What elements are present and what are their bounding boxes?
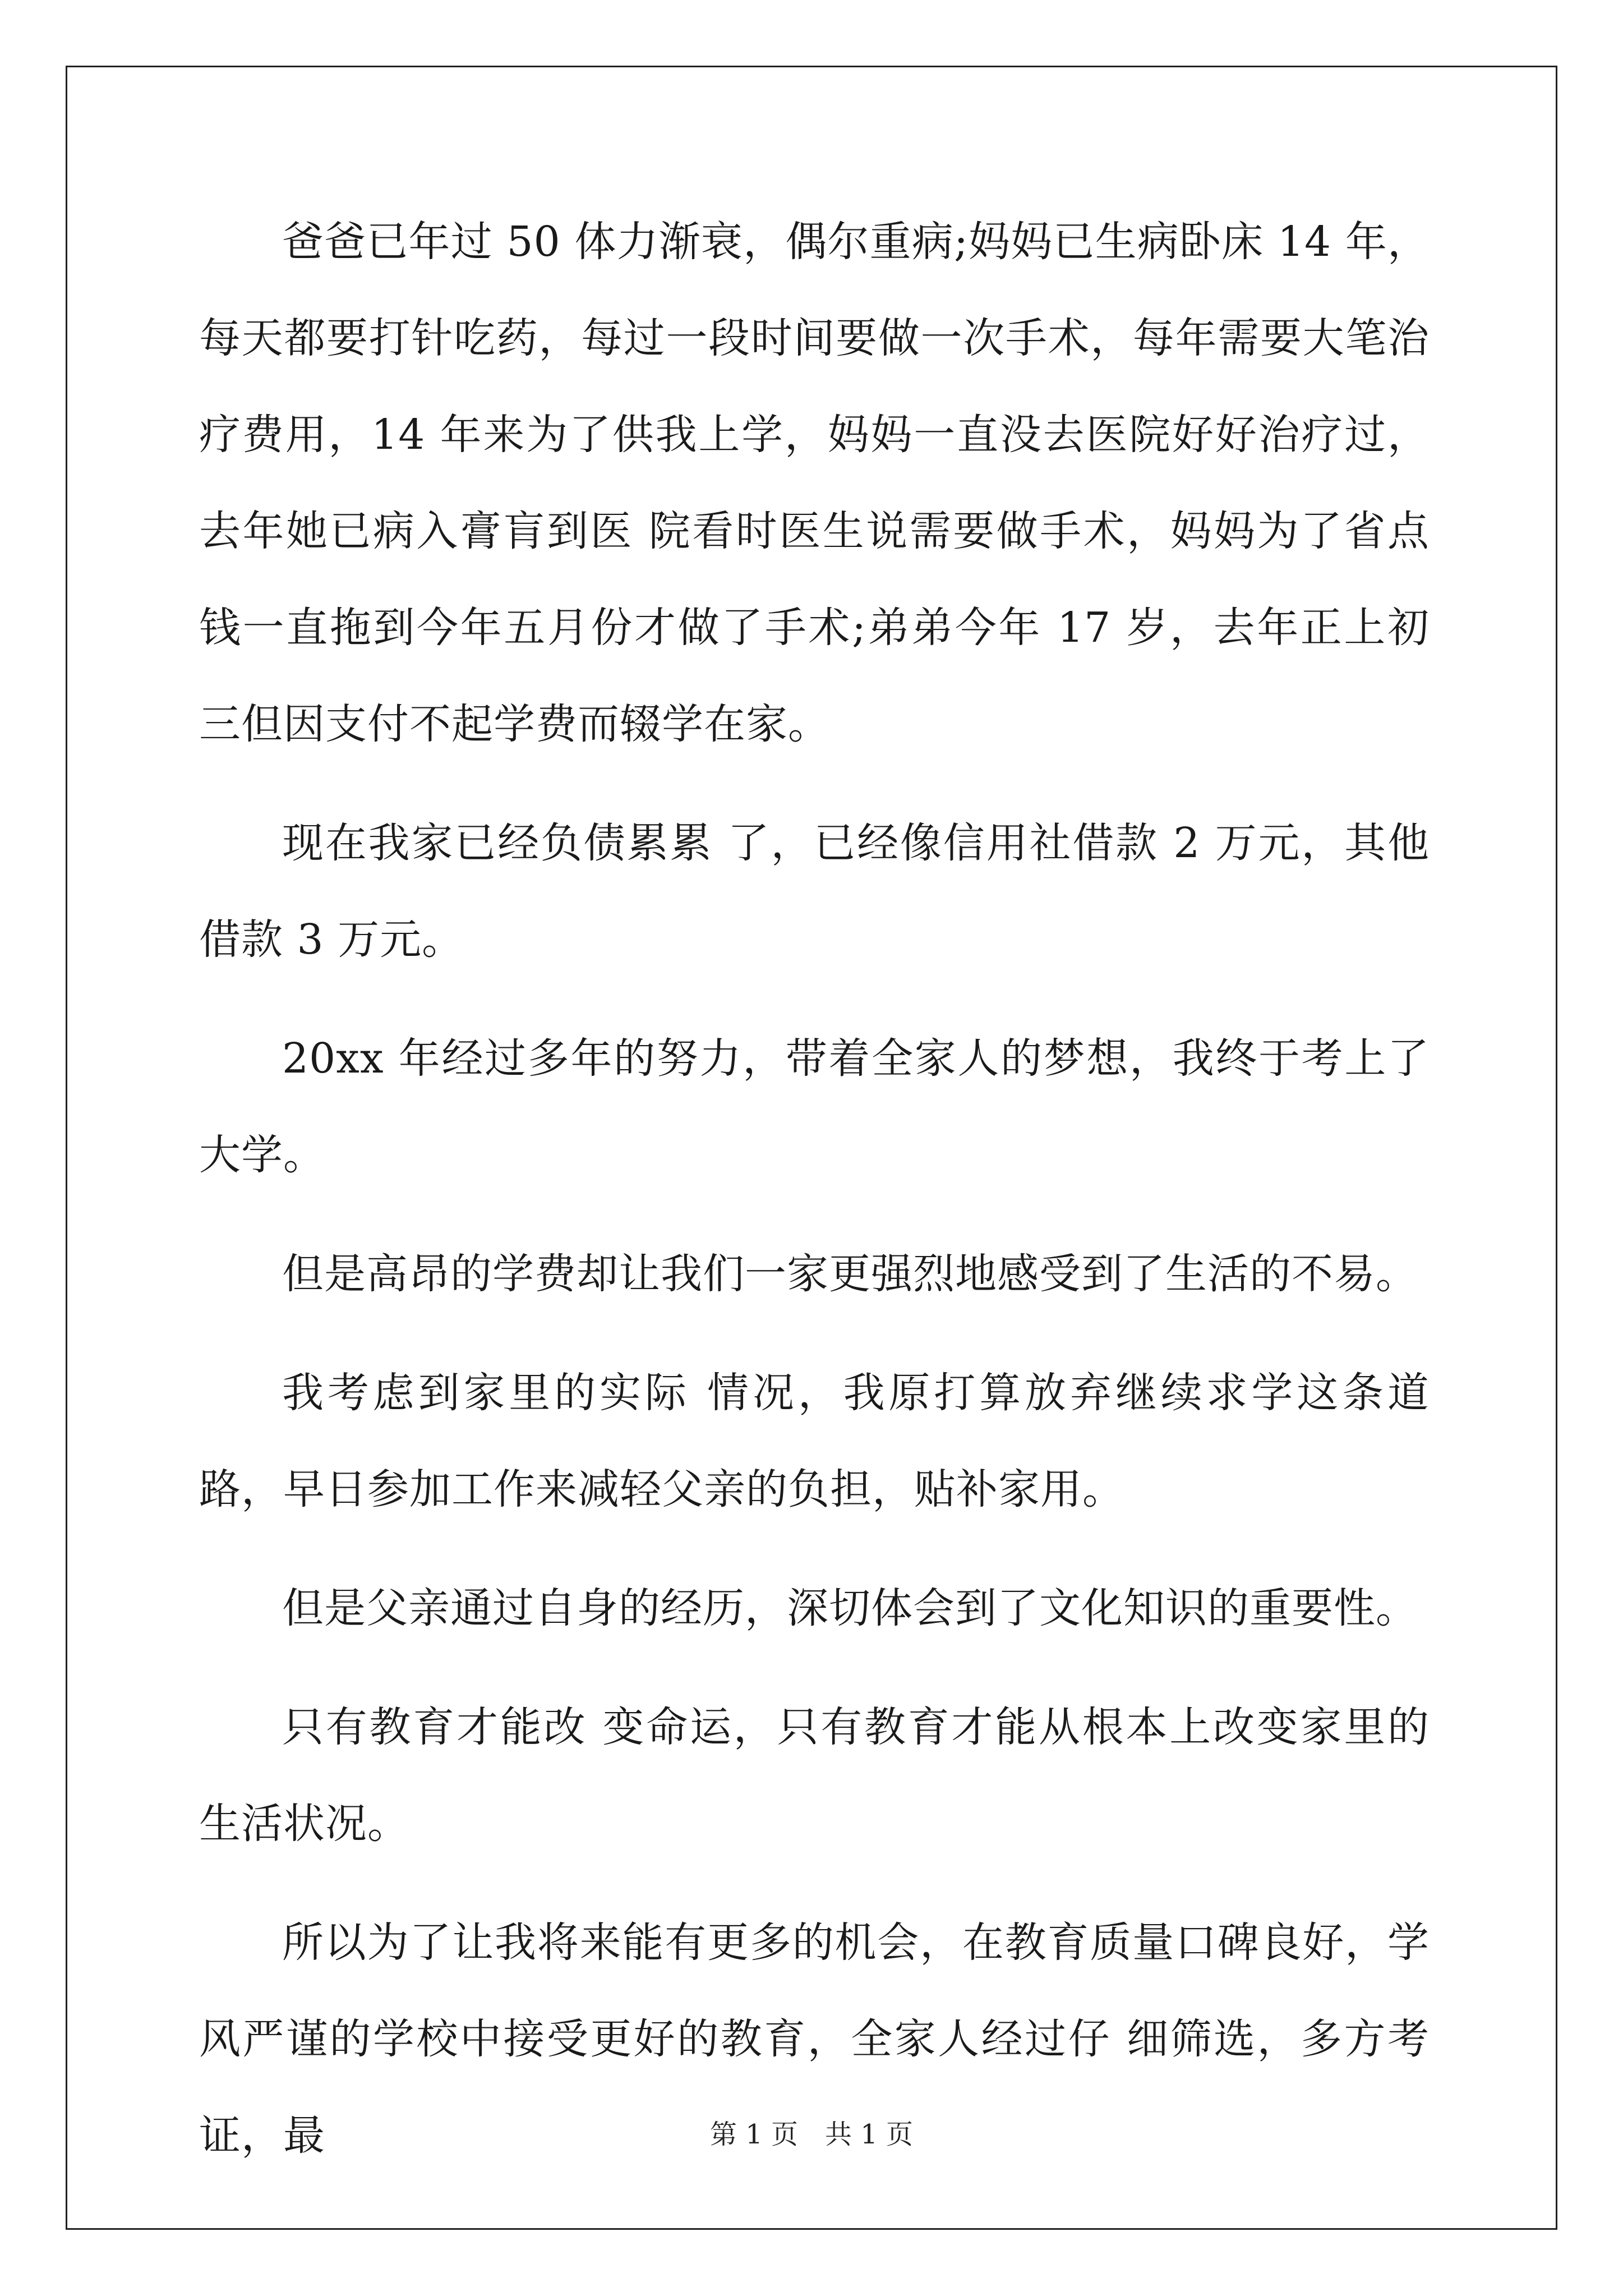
paragraph-family-situation: 爸爸已年过 50 体力渐衰，偶尔重病;妈妈已生病卧床 14 年，每天都要打针吃药，每过一段时间要做一次手术，每年需要大笔治疗费用，14 年来为了供我上学，妈妈一直没去医院好好治疗过，去年她已病入膏肓到医 院看时医生说需要做手术，妈妈为了省点钱一直拖到今年五月份才做了手术;弟弟今年 17 岁，去年正上初三但因支付不起学费而辍学在家。	[199, 218, 1430, 748]
paragraph-school-choice: 所以为了让我将来能有更多的机会，在教育质量口碑良好，学风严谨的学校中接受更好的教育，全家人经过仔 细筛选，多方考证，最	[199, 1918, 1430, 2160]
paragraph-admission: 20xx 年经过多年的努力，带着全家人的梦想，我终于考上了大学。	[199, 1034, 1430, 1179]
paragraph-considered-quitting: 我考虑到家里的实际 情况，我原打算放弃继续求学这条道路，早日参加工作来减轻父亲的负担，贴补家用。	[199, 1369, 1430, 1513]
page-number-footer: 第 1 页 共 1 页	[709, 2119, 914, 2150]
paragraph-education-fate: 只有教育才能改 变命运，只有教育才能从根本上改变家里的生活状况。	[199, 1703, 1430, 1848]
paragraph-debt: 现在我家已经负债累累 了，已经像信用社借款 2 万元，其他借款 3 万元。	[199, 819, 1430, 964]
document-body	[199, 194, 1430, 2206]
paragraph-father-view: 但是父亲通过自身的经历，深切体会到了文化知识的重要性。	[282, 1584, 1418, 1632]
paragraph-tuition: 但是高昂的学费却让我们一家更强烈地感受到了生活的不易。	[282, 1250, 1418, 1298]
